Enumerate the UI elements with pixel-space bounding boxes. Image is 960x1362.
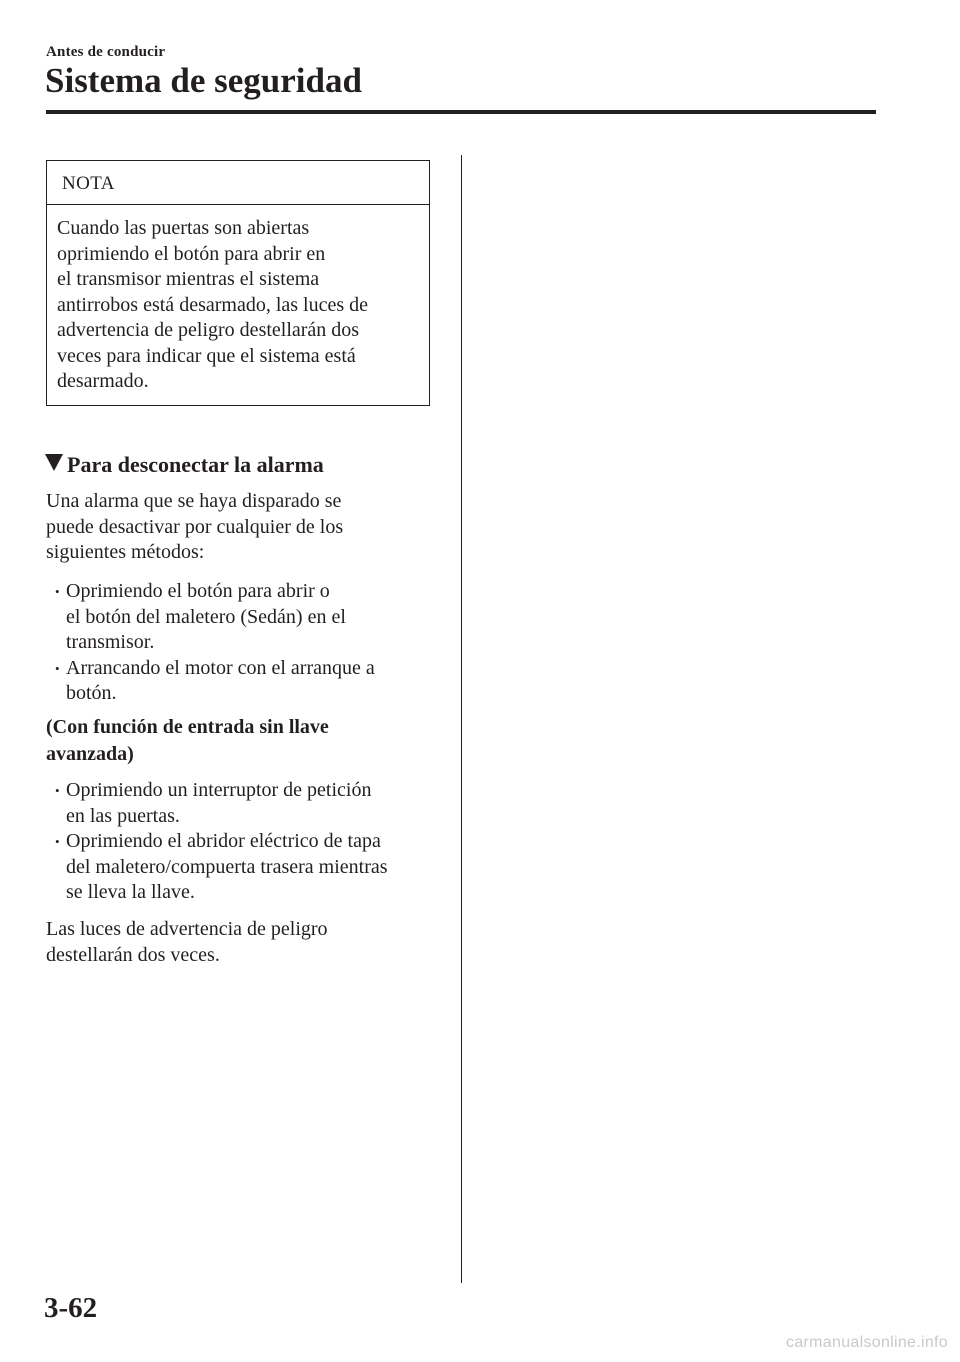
intro-paragraph [46, 489, 446, 566]
list-item-line: transmisor. [66, 631, 155, 653]
down-triangle-icon [45, 454, 63, 471]
note-line: veces para indicar que el sistema está [57, 344, 356, 367]
section-heading-text: Para desconectar la alarma [67, 452, 324, 477]
list-item-line: Arrancando el motor con el arranque a [66, 656, 375, 679]
note-line: antirrobos está desarmado, las luces de [57, 293, 369, 316]
bullet-icon: • [55, 660, 60, 676]
paragraph-line: destellarán dos veces. [46, 943, 220, 966]
note-line: Cuando las puertas son abiertas [57, 217, 310, 239]
header-rule [46, 110, 876, 114]
list-item-line: Oprimiendo el abridor eléctrico de tapa [66, 830, 381, 852]
bullet-icon: • [55, 783, 60, 798]
list-item-line: Oprimiendo el botón para abrir o [66, 580, 330, 602]
note-line: desarmado. [57, 370, 149, 392]
note-line: el transmisor mientras el sistema [57, 268, 320, 290]
paragraph-line: puede desactivar por cualquier de los [46, 515, 344, 538]
closing-paragraph [46, 917, 446, 968]
condition-heading [46, 714, 446, 768]
note-divider [47, 204, 429, 205]
method-list [46, 579, 446, 707]
condition-line: (Con función de entrada sin llave [46, 716, 329, 738]
list-item [46, 829, 446, 906]
bullet-icon: • [55, 834, 60, 849]
paragraph-line: siguientes métodos: [46, 541, 205, 563]
paragraph-line: Una alarma que se haya disparado se [46, 490, 342, 512]
list-item-line: del maletero/compuerta trasera mientras [66, 855, 388, 878]
note-body [57, 216, 419, 395]
list-item [46, 778, 446, 829]
keyless-method-list [46, 778, 446, 906]
section-heading [45, 451, 324, 479]
list-item-line: Oprimiendo un interruptor de petición [66, 779, 372, 801]
list-item-line: en las puertas. [66, 804, 180, 827]
page-number: 3-62 [44, 1292, 98, 1324]
section-kicker: Antes de conducir [46, 44, 166, 60]
watermark: carmanualsonline.info [786, 1334, 948, 1351]
list-item-line: botón. [66, 682, 117, 704]
note-line: advertencia de peligro destellarán dos [57, 319, 360, 341]
page-title: Sistema de seguridad [45, 61, 362, 100]
bullet-icon: • [55, 584, 60, 599]
list-item [46, 656, 446, 707]
list-item-line: se lleva la llave. [66, 881, 195, 903]
list-item [46, 579, 446, 656]
note-title: NOTA [62, 173, 115, 194]
list-item-line: el botón del maletero (Sedán) en el [66, 605, 346, 628]
note-line: oprimiendo el botón para abrir en [57, 242, 326, 265]
paragraph-line: Las luces de advertencia de peligro [46, 918, 328, 940]
note-box [46, 160, 430, 406]
column-divider [461, 155, 462, 1283]
condition-line: avanzada) [46, 743, 134, 765]
